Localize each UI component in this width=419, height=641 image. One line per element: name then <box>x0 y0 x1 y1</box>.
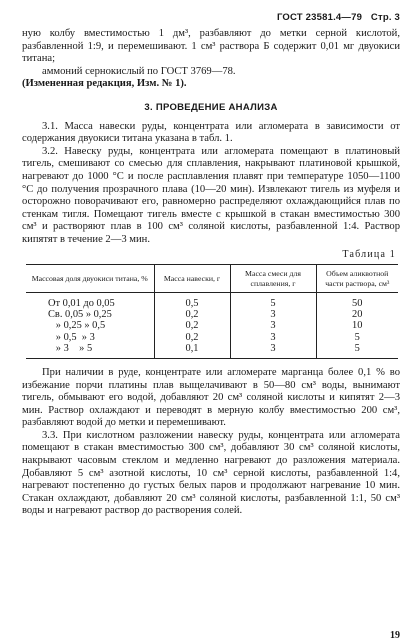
table-cell: 0,5 <box>154 292 230 309</box>
page-number: 19 <box>390 630 400 641</box>
col-header-flux-mass: Масса смеси для сплавления, г <box>230 265 316 293</box>
table-cell: 0,2 <box>154 309 230 320</box>
table-cell: 50 <box>316 292 398 309</box>
paragraph-3-3: 3.3. При кислотном разложении навеску руды, концентрата или агломерата помещают в стакан вместимостью 300 см³, добавляют 30 см³ соляной кислоты, накрывают часовым стеклом и медленно нагревают до разложения материала. Добавляют 5 см³ азотной кислоты, 10 см³ серной кислоты, разбавленной 1:4, нагревают постепенно до густых белых паров и продолжают нагревание 10 мин. Стакан охлаждают, добавляют 20 см³ соляной кислоты, разбавленной 1:1, 50 см³ воды и нагревают раствор до растворения солей. <box>22 429 400 517</box>
table-cell: 0,1 <box>154 343 230 359</box>
table-cell: 10 <box>316 320 398 331</box>
col-header-titanium-fraction: Массовая доля двуокиси титана, % <box>26 265 154 293</box>
amendment-note: (Измененная редакция, Изм. № 1). <box>22 78 187 90</box>
paragraph-3-1: 3.1. Масса навески руды, концентрата или агломерата в зависимости от содержания двуокиси титана указана в табл. 1. <box>22 120 400 145</box>
paragraph-continuation: ную колбу вместимостью 1 дм³, разбавляют до метки серной кислотой, разбавленной 1:9, и перемешивают. 1 см³ раствора Б содержит 0,01 мг двуокиси титана; <box>22 28 400 65</box>
body-text <box>22 28 400 518</box>
table-row <box>26 332 398 343</box>
table-1 <box>26 264 398 359</box>
paragraph-manganese: При наличии в руде, концентрате или агломерате марганца более 0,1 % во избежание порчи платины плав выщелачивают в 50—80 см³ воды, вынимают тигель, обмывают его водой, добавляют 20 см³ соляной кислоты и кипятят 2—3 мин. Раствор охлаждают и переводят в мерную колбу вместимостью 200 см³, разбавляют водой до метки и перемешивают. <box>22 366 400 429</box>
header-page-label: Стр. 3 <box>370 12 400 23</box>
table-cell: 5 <box>230 292 316 309</box>
table-cell: Св. 0,05 » 0,25 <box>48 309 112 321</box>
standard-number: ГОСТ 23581.4—79 <box>276 12 363 23</box>
table-cell: » 0,5 » 3 <box>48 331 95 343</box>
table-cell: » 3 » 5 <box>26 343 154 359</box>
col-header-sample-mass: Масса навески, г <box>154 265 230 293</box>
table-cell: 3 <box>230 320 316 331</box>
table-cell: 3 <box>230 309 316 320</box>
table-caption: Таблица 1 <box>342 248 396 260</box>
table-cell: 3 <box>230 332 316 343</box>
running-header <box>277 12 400 23</box>
table-cell: 3 <box>230 343 316 359</box>
table-header-row <box>26 265 398 293</box>
paragraph-3-2: 3.2. Навеску руды, концентрата или агломерата помещают в платиновый тигель, смешивают со смесью для сплавления, накрывают платиновой крышкой, нагревают до 1000 °С и после расплавления плавят при температуре 1050—1100 °С до получения прозрачного плава (10—20 мин). Извлекают тигель из муфеля и осторожно поворачивают его, равномерно распределяют охлаждающийся плав по стенкам тигля. Помещают тигель вместе с крышкой в стакан вместимостью 300 см³ и растворяют плав в 100 см³ соляной кислоты, разбавленной 1:4. Раствор кипятят в течение 2—3 мин. <box>22 145 400 245</box>
section-title: 3. ПРОВЕДЕНИЕ АНАЛИЗА <box>144 101 278 113</box>
table-row <box>26 309 398 320</box>
table-cell: » 0,25 » 0,5 <box>48 320 106 332</box>
paragraph-reagent: аммоний сернокислый по ГОСТ 3769—78. <box>42 65 236 77</box>
table-cell: 0,2 <box>154 320 230 331</box>
table-row <box>26 292 398 309</box>
table-cell: От 0,01 до 0,05 <box>48 297 115 309</box>
table-row <box>26 343 398 359</box>
table-cell: 0,2 <box>154 332 230 343</box>
table-cell: 20 <box>316 309 398 320</box>
col-header-aliquot-volume: Объем аликвотной части раствора, см³ <box>316 265 398 293</box>
table-cell: 5 <box>316 343 398 359</box>
table-cell: 5 <box>316 332 398 343</box>
table-row <box>26 320 398 331</box>
